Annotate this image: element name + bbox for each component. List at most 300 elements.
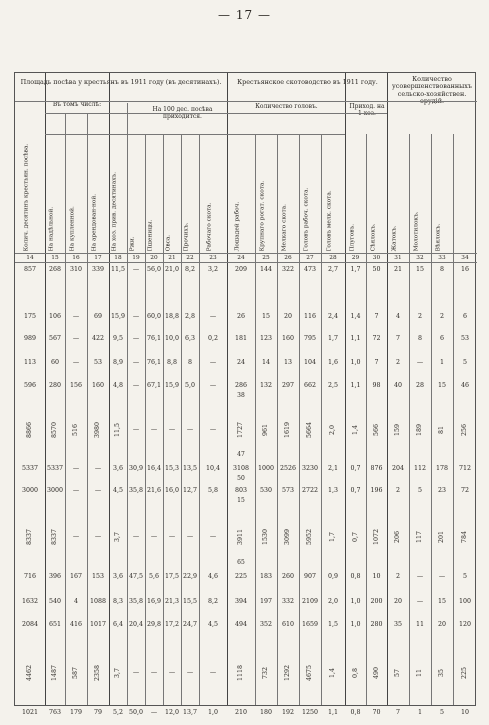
table-cell: 1088 <box>89 598 107 605</box>
table-cell: 21,3 <box>164 598 180 605</box>
table-cell-value: 206 <box>394 530 401 544</box>
table-cell: 4,5 <box>207 621 218 628</box>
table-cell: 175 <box>23 313 37 320</box>
table-cell-value: 1,4 <box>351 424 359 436</box>
table-cell: 12,0 <box>164 709 180 716</box>
header-rule <box>15 262 477 263</box>
table-cell-value: 3980 <box>94 421 101 439</box>
table-cell: — <box>132 266 140 273</box>
table-cell: — <box>168 426 176 433</box>
column-number: 21 <box>168 255 176 261</box>
table-cell: 196 <box>370 487 383 494</box>
table-cell: 20 <box>393 598 402 605</box>
table-row <box>15 487 477 505</box>
table-cell: 2722 <box>301 487 319 494</box>
table-cell: 322 <box>281 266 295 273</box>
table-cell: 2 <box>395 359 400 366</box>
table-cell: 167 <box>69 573 83 580</box>
table-cell-value: 2358 <box>94 664 101 681</box>
table-cell <box>15 403 45 457</box>
table-cell: 1,6 <box>327 359 338 366</box>
table-cell: 76,1 <box>146 335 162 342</box>
table-cell: — <box>209 382 217 389</box>
table-cell <box>45 644 65 701</box>
table-cell: 5 <box>417 487 422 494</box>
table-cell: 144 <box>259 266 273 273</box>
table-cell: 11,5 <box>110 266 126 273</box>
table-cell-value: 5664 <box>306 421 313 439</box>
table-cell: 21,0 <box>164 266 180 273</box>
column-number: 27 <box>306 255 314 261</box>
table-cell: 4 <box>395 313 400 320</box>
table-cell: 7 <box>395 709 400 716</box>
table-cell: 7 <box>374 313 379 320</box>
table-cell-value: 961 <box>262 423 269 437</box>
table-cell: 56,0 <box>146 266 162 273</box>
table-cell: — <box>438 573 446 580</box>
table-cell: — <box>132 335 140 342</box>
table-cell: 10 <box>372 573 381 580</box>
table-cell: 268 <box>48 266 62 273</box>
table-cell: 0,9 <box>327 573 338 580</box>
table-cell-value: 1487 <box>51 664 58 681</box>
column-number: 33 <box>438 255 446 261</box>
table-cell <box>255 403 277 457</box>
table-cell: 907 <box>303 573 317 580</box>
table-cell: 1,5 <box>327 621 338 628</box>
table-cell: 17,2 <box>164 621 180 628</box>
table-cell-value: 8570 <box>51 421 58 439</box>
table-cell: 280 <box>48 382 62 389</box>
table-cell: 6,3 <box>184 335 195 342</box>
table-cell: 716 <box>23 573 37 580</box>
table-cell: 123 <box>259 335 273 342</box>
column-header-text: Рабочаго скота. <box>206 202 213 251</box>
table-cell: 540 <box>48 598 62 605</box>
column-header-text: Пшеницы. <box>147 219 154 251</box>
table-cell-subvalue: 65 <box>237 559 245 566</box>
table-cell-value: 81 <box>438 425 445 435</box>
table-cell: 179 <box>69 709 83 716</box>
table-cell: 160 <box>281 335 295 342</box>
table-cell: 6,4 <box>112 621 123 628</box>
table-cell: 7 <box>374 359 379 366</box>
table-cell: 16,0 <box>164 487 180 494</box>
table-cell: 35 <box>393 621 402 628</box>
header-area: Площадь посѣва у крестьянъ въ 1911 году (въ десятинахъ). <box>20 78 222 86</box>
table-cell: 1 <box>417 709 422 716</box>
column-header-text: Ржи. <box>129 236 136 251</box>
table-cell: 1017 <box>89 621 107 628</box>
table-cell-value: 201 <box>438 530 445 544</box>
table-cell: 120 <box>458 621 472 628</box>
table-cell: 60 <box>50 359 59 366</box>
table-cell <box>227 403 255 457</box>
table-cell: 5 <box>462 359 467 366</box>
table-cell: 5337 <box>21 465 39 472</box>
table-cell: 1,1 <box>350 382 361 389</box>
column-header-text: Плуговъ. <box>349 223 356 251</box>
column-header-text: Головъ мелк. скота. <box>326 189 333 251</box>
table-cell: 69 <box>93 313 102 320</box>
table-cell-value: 8337 <box>51 528 58 546</box>
table-cell: — <box>186 533 194 540</box>
table-cell-value: 35 <box>438 668 445 677</box>
table-row <box>15 598 477 617</box>
table-cell: 14 <box>261 359 270 366</box>
column-header-text: На купленной. <box>69 205 76 251</box>
table-cell: 35,8 <box>128 487 144 494</box>
table-cell <box>387 403 409 457</box>
table-cell-subvalue: 38 <box>237 392 245 399</box>
table-cell <box>87 403 109 457</box>
column-number: 28 <box>329 255 337 261</box>
table-cell: — <box>72 335 80 342</box>
column-header-text: Вѣялокъ. <box>435 223 442 251</box>
column-header-text: Лошадей рабоч. <box>234 201 241 251</box>
table-cell: 11 <box>415 621 424 628</box>
table-row <box>15 382 477 399</box>
table-cell <box>277 509 299 565</box>
column-header <box>345 134 366 253</box>
table-cell: — <box>132 382 140 389</box>
table-cell: — <box>209 668 217 676</box>
table-cell: — <box>150 533 158 540</box>
table-cell: 178 <box>435 465 449 472</box>
table-row <box>15 621 477 640</box>
column-header <box>366 134 387 253</box>
table-cell: — <box>72 465 80 472</box>
table-cell: 23 <box>437 487 446 494</box>
column-header-text: Прочихъ. <box>183 222 190 251</box>
table-cell-value: 117 <box>416 530 423 544</box>
column-header-text: Колич. десятинъ крестьян. посѣва. <box>23 143 30 251</box>
table-cell: 1,7 <box>350 266 361 273</box>
table-cell: 46 <box>460 382 469 389</box>
table-cell-value: 8866 <box>26 421 33 439</box>
column-header <box>227 134 255 253</box>
table-cell: 113 <box>23 359 37 366</box>
column-number: 34 <box>461 255 469 261</box>
column-number: 31 <box>394 255 402 261</box>
table-cell: 5,6 <box>148 573 159 580</box>
table-cell <box>227 644 255 701</box>
table-cell: 2,0 <box>327 598 338 605</box>
header-rule <box>227 113 387 114</box>
table-cell-subvalue: 50 <box>237 475 245 482</box>
header-rule <box>45 113 227 114</box>
table-cell: 1659 <box>301 621 319 628</box>
column-header-text: На хоз. прив. десятинахъ. <box>111 171 118 251</box>
table-cell: 286 <box>234 382 248 389</box>
table-cell: — <box>150 709 158 716</box>
table-cell: 4 <box>73 598 78 605</box>
table-cell: 0,8 <box>350 573 361 580</box>
table-cell: — <box>209 426 217 433</box>
table-cell: 17,5 <box>164 573 180 580</box>
table-cell: 5 <box>462 573 467 580</box>
table-cell-value: 587 <box>72 666 79 679</box>
table-cell <box>277 644 299 701</box>
table-cell <box>45 403 65 457</box>
table-cell <box>255 509 277 565</box>
column-header <box>321 134 345 253</box>
table-cell: 72 <box>460 487 469 494</box>
table-cell: 2,1 <box>327 465 338 472</box>
table-cell: — <box>168 668 176 676</box>
table-cell: 1,3 <box>327 487 338 494</box>
table-cell: 5,2 <box>112 709 123 716</box>
column-header <box>163 134 181 253</box>
column-header <box>65 134 87 253</box>
table-cell: — <box>150 668 158 676</box>
table-cell: 2,5 <box>327 382 338 389</box>
table-cell <box>65 403 87 457</box>
table-cell-subvalue: 47 <box>237 451 245 458</box>
table-cell: 1,1 <box>327 709 338 716</box>
table-cell: 50 <box>372 266 381 273</box>
table-cell: — <box>416 573 424 580</box>
table-cell: 15,9 <box>110 313 126 320</box>
table-cell: 803 <box>234 487 248 494</box>
subheader-of-which: Въ томъ числѣ: <box>52 101 102 108</box>
table-cell: 100 <box>458 598 472 605</box>
table-cell: 180 <box>259 709 273 716</box>
table-cell <box>15 644 45 701</box>
column-header <box>431 134 453 253</box>
table-cell: 0,8 <box>350 709 361 716</box>
table-cell: — <box>168 533 176 540</box>
table-cell-value: 11 <box>416 668 423 677</box>
table-cell <box>409 644 431 701</box>
table-cell-value: 57 <box>394 668 401 677</box>
table-cell: 1,4 <box>350 313 361 320</box>
table-cell <box>109 644 127 701</box>
table-cell: 210 <box>234 709 248 716</box>
table-cell: 21 <box>393 266 402 273</box>
table-cell: — <box>132 313 140 320</box>
table-cell: 2 <box>395 573 400 580</box>
table-cell: 8,9 <box>112 359 123 366</box>
table-cell: 8 <box>187 359 192 366</box>
column-header <box>453 134 477 253</box>
column-header-text: Мелкаго скота. <box>281 203 288 251</box>
table-cell: 35,8 <box>128 598 144 605</box>
table-cell: 200 <box>370 598 383 605</box>
table-cell: 10,0 <box>164 335 180 342</box>
table-cell: — <box>186 426 194 433</box>
table-cell: 0,2 <box>207 335 218 342</box>
table-cell-value: 5952 <box>306 528 313 546</box>
table-cell: 209 <box>234 266 248 273</box>
table-cell: — <box>150 426 158 433</box>
table-cell: 2,7 <box>327 266 338 273</box>
table-cell: 530 <box>259 487 273 494</box>
table-cell-value: 1727 <box>237 421 244 439</box>
table-cell: 20 <box>437 621 446 628</box>
table-cell: 2,8 <box>184 313 195 320</box>
column-header <box>15 103 45 253</box>
table-row <box>15 403 477 461</box>
column-header <box>127 134 145 253</box>
header-implements: Количество усовершенствованныхъ сельско-хозяйствен. орудій. <box>392 75 472 106</box>
table-cell: 4,8 <box>112 382 123 389</box>
table-cell-value: 1,4 <box>329 667 336 678</box>
table-cell <box>15 509 45 565</box>
table-cell: 197 <box>259 598 273 605</box>
column-number: 29 <box>351 255 360 261</box>
table-cell: 7 <box>395 335 400 342</box>
table-cell: 15 <box>437 598 446 605</box>
column-number: 30 <box>372 255 381 261</box>
table-cell: 1,0 <box>350 359 361 366</box>
table-cell: 4,6 <box>207 573 218 580</box>
table-cell: — <box>132 533 140 540</box>
table-cell: 473 <box>303 266 317 273</box>
table-cell <box>453 403 477 457</box>
table-cell <box>45 509 65 565</box>
table-cell <box>345 403 366 457</box>
table-cell: 1,0 <box>207 709 218 716</box>
table-cell-value: 4675 <box>306 664 313 681</box>
table-cell: 5 <box>439 709 444 716</box>
table-cell: 2526 <box>279 465 297 472</box>
table-cell: 280 <box>370 621 383 628</box>
table-cell: 18,8 <box>164 313 180 320</box>
table-cell <box>109 509 127 565</box>
table-cell <box>87 644 109 701</box>
table-cell: 1,0 <box>350 621 361 628</box>
table-cell: 876 <box>370 465 383 472</box>
header-rule <box>15 101 477 102</box>
table-cell: 5,8 <box>207 487 218 494</box>
column-header <box>255 134 277 253</box>
table-cell: 15 <box>261 313 270 320</box>
table-cell <box>453 644 477 701</box>
header-livestock: Крестьянское скотоводство въ 1911 году. <box>237 78 378 86</box>
table-cell-value: 566 <box>372 423 380 437</box>
table-cell: 160 <box>91 382 105 389</box>
table-cell: 13,7 <box>182 709 198 716</box>
table-cell <box>387 644 409 701</box>
column-header-text: Овса. <box>165 234 172 251</box>
table-cell: 651 <box>48 621 62 628</box>
column-header <box>45 134 65 253</box>
table-cell: 6 <box>439 335 444 342</box>
subheader-heads: Количество головъ. <box>255 103 318 110</box>
table-cell: 15,3 <box>164 465 180 472</box>
table-cell: 1,7 <box>327 335 338 342</box>
table-cell: 12,7 <box>182 487 198 494</box>
table-cell <box>431 403 453 457</box>
table-cell: 16 <box>460 266 469 273</box>
table-cell: 104 <box>303 359 317 366</box>
table-cell-value: 490 <box>372 666 380 679</box>
table-cell: 297 <box>281 382 295 389</box>
table-cell: 3,6 <box>112 465 123 472</box>
table-cell: 3108 <box>232 465 250 472</box>
column-header-text: Головъ рабоч. скота. <box>303 187 310 251</box>
table-cell: 2 <box>395 487 400 494</box>
table-cell-value: 1,7 <box>329 531 336 543</box>
table-cell: — <box>72 359 80 366</box>
subheader-per-farm: Приход. на 1 хоз. <box>349 103 385 117</box>
table-cell <box>277 403 299 457</box>
table-cell: 22,9 <box>182 573 198 580</box>
table-cell-value: 159 <box>394 423 401 437</box>
table-cell: 422 <box>91 335 105 342</box>
statistics-table <box>14 72 476 716</box>
column-number: 14 <box>26 255 34 261</box>
table-cell: 132 <box>259 382 273 389</box>
table-cell-value: 2,0 <box>329 424 336 436</box>
table-cell <box>345 509 366 565</box>
column-number: 15 <box>51 255 59 261</box>
table-cell: 106 <box>48 313 62 320</box>
table-cell: 3,6 <box>112 573 123 580</box>
table-cell: 795 <box>303 335 317 342</box>
table-cell <box>65 644 87 701</box>
table-cell: 60,0 <box>146 313 162 320</box>
table-cell: 1000 <box>257 465 275 472</box>
table-cell-value: 3099 <box>284 528 291 546</box>
table-cell: 192 <box>281 709 295 716</box>
table-cell: 28 <box>415 382 424 389</box>
table-cell: — <box>132 426 140 433</box>
column-header-text: Крупнаго рогат. скота. <box>259 180 266 251</box>
table-cell: 596 <box>23 382 37 389</box>
table-cell: 10 <box>460 709 469 716</box>
table-cell-value: 225 <box>461 666 468 679</box>
table-cell: — <box>186 668 194 676</box>
table-cell: 24 <box>236 359 245 366</box>
table-cell: — <box>72 313 80 320</box>
table-cell: 857 <box>23 266 37 273</box>
table-cell: 339 <box>91 266 105 273</box>
column-number: 25 <box>262 255 270 261</box>
table-cell-value: 0,7 <box>351 531 359 543</box>
table-row <box>15 509 477 569</box>
table-cell-value: 1072 <box>372 528 380 546</box>
table-cell: 70 <box>372 709 381 716</box>
table-cell: 610 <box>281 621 295 628</box>
column-number: 24 <box>237 255 245 261</box>
table-cell: — <box>94 533 102 540</box>
table-cell: 3230 <box>301 465 319 472</box>
table-cell <box>109 403 127 457</box>
table-cell: 332 <box>281 598 295 605</box>
table-cell: 8,2 <box>184 266 195 273</box>
table-cell-value: 0,8 <box>351 667 359 678</box>
table-cell <box>431 644 453 701</box>
table-cell: 416 <box>69 621 83 628</box>
table-cell-value: 11,5 <box>114 422 121 438</box>
table-cell: 13,5 <box>182 465 198 472</box>
table-cell: 112 <box>413 465 427 472</box>
table-cell <box>321 403 345 457</box>
table-cell: 47,5 <box>128 573 144 580</box>
table-cell: 260 <box>281 573 295 580</box>
table-cell: 5337 <box>46 465 64 472</box>
column-header-text: На надѣльной. <box>48 206 55 251</box>
table-cell: 15 <box>437 382 446 389</box>
table-cell <box>409 403 431 457</box>
table-cell-value: 1530 <box>262 528 269 546</box>
table-cell: 153 <box>91 573 105 580</box>
table-cell: 10,4 <box>205 465 221 472</box>
column-header <box>277 134 299 253</box>
table-cell: 573 <box>281 487 295 494</box>
